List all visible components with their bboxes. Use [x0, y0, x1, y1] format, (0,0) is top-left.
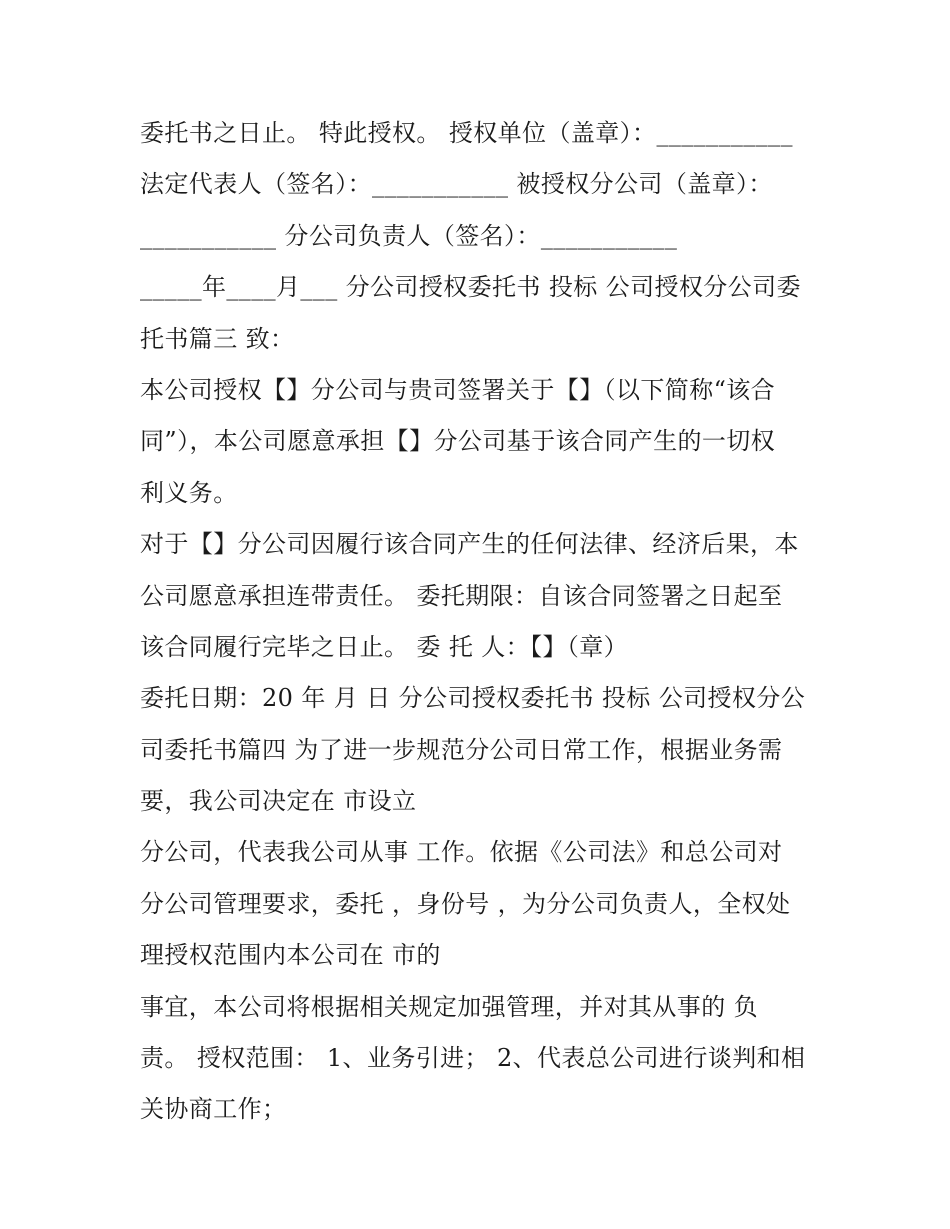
- text-line: 委托日期：20 年 月 日 分公司授权委托书 投标 公司授权分公: [140, 684, 806, 713]
- text-line: 公司愿意承担连带责任。 委托期限：自该合同签署之日起至: [140, 581, 783, 610]
- document-body: [140, 108, 830, 1136]
- text-line: 分公司，代表我公司从事 工作。依据《公司法》和总公司对: [140, 838, 783, 867]
- text-line: 事宜，本公司将根据相关规定加强管理，并对其从事的 负: [140, 992, 759, 1021]
- text-line: 司委托书篇四 为了进一步规范分公司日常工作，根据业务需: [140, 735, 783, 764]
- text-line: 关协商工作；: [140, 1095, 287, 1124]
- text-line: 本公司授权【】分公司与贵司签署关于【】（以下简称“该合: [140, 375, 776, 404]
- text-line: 利义务。: [140, 478, 238, 507]
- text-line: 理授权范围内本公司在 市的: [140, 941, 441, 970]
- text-line: 法定代表人（签名）：___________ 被授权分公司（盖章）：: [140, 170, 773, 199]
- text-line: 责。 授权范围： 1、业务引进； 2、代表总公司进行谈判和相: [140, 1044, 806, 1073]
- text-line: _____年____月___ 分公司授权委托书 投标 公司授权分公司委: [140, 273, 801, 302]
- text-line: 分公司管理要求，委托 ，身份号 ，为分公司负责人，全权处: [140, 889, 791, 918]
- text-line: 对于【】分公司因履行该合同产生的任何法律、经济后果，本: [140, 530, 799, 559]
- text-line: 该合同履行完毕之日止。 委 托 人：【】（章）: [140, 632, 629, 661]
- text-line: 要，我公司决定在 市设立: [140, 787, 417, 816]
- text-line: 托书篇三 致：: [140, 324, 295, 353]
- text-line: ___________ 分公司负责人（签名）：___________: [140, 221, 678, 250]
- text-line: 同”），本公司愿意承担【】分公司基于该合同产生的一切权: [140, 427, 776, 456]
- text-line: 委托书之日止。 特此授权。 授权单位（盖章）：___________: [140, 119, 793, 147]
